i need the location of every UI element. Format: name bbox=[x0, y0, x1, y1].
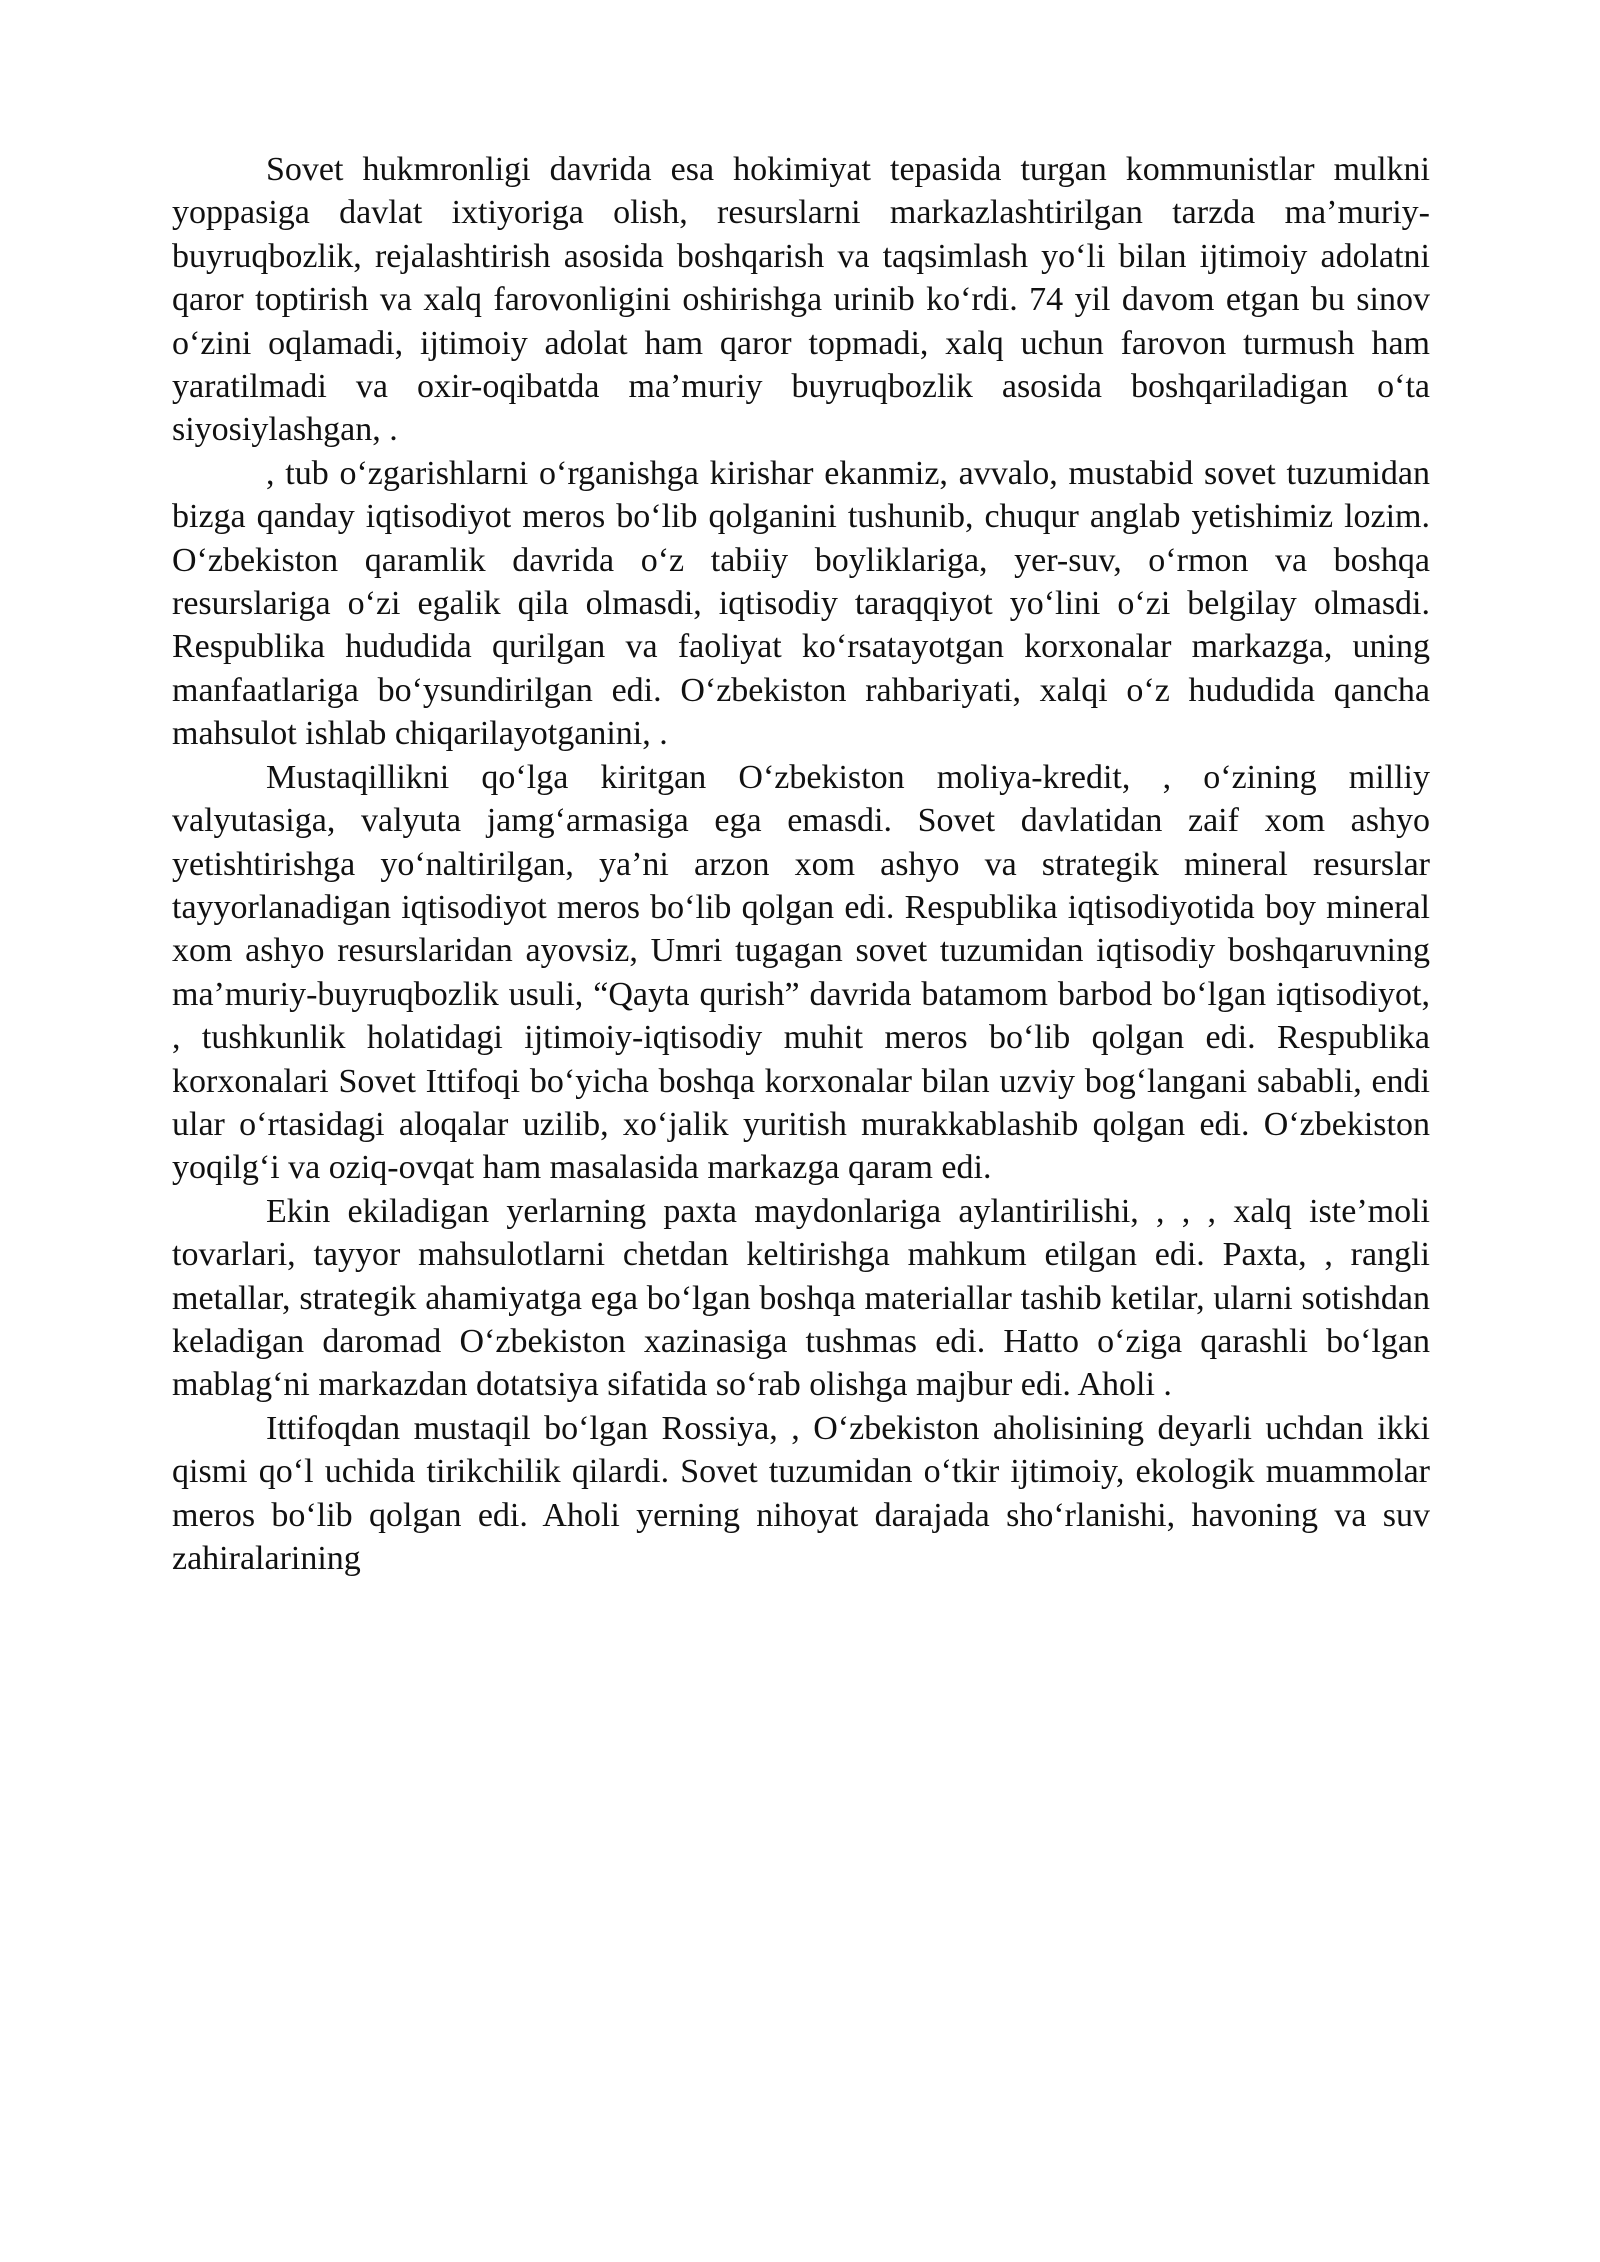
paragraph-4: Ekin ekiladigan yerlarning paxta maydonlariga aylantirilishi, , , , xalq iste’moli tovarlari, tayyor mahsulotlarni chetdan keltirishga mahkum etilgan edi. Paxta, , rangli metallar, strategik ahamiyatga ega bo‘lgan boshqa materiallar tashib ketilar, ularni sotishdan keladigan daromad O‘zbekiston xazinasiga tushmas edi. Hatto o‘ziga qarashli bo‘lgan mablag‘ni markazdan dotatsiya sifatida so‘rab olishga majbur edi. Aholi . bbox=[172, 1192, 1430, 1404]
paragraph-2: , tub o‘zgarishlarni o‘rganishga kirishar ekanmiz, avvalo, mustabid sovet tuzumidan bizga qanday iqtisodiyot meros bo‘lib qolganini tushunib, chuqur anglab yetishimiz lozim. O‘zbekiston qaramlik davrida o‘z tabiiy boyliklariga, yer-suv, o‘rmon va boshqa resurslariga o‘zi egalik qila olmasdi, iqtisodiy taraqqiyot yo‘lini o‘zi belgilay olmasdi. Respublika hududida qurilgan va faoliyat ko‘rsatayotgan korxonalar markazga, uning manfaatlariga bo‘ysundirilgan edi. O‘zbekiston rahbariyati, xalqi o‘z hududida qancha mahsulot ishlab chiqarilayotganini, . bbox=[172, 454, 1430, 753]
paragraph-5: Ittifoqdan mustaqil bo‘lgan Rossiya, , O‘zbekiston aholisining deyarli uchdan ikki qismi qo‘l uchida tirikchilik qilardi. Sovet tuzumidan o‘tkir ijtimoiy, ekologik muammolar meros bo‘lib qolgan edi. Aholi yerning nihoyat darajada sho‘rlanishi, havoning va suv zahiralarining bbox=[172, 1409, 1430, 1577]
document-body bbox=[172, 148, 1430, 1580]
paragraph-3: Mustaqillikni qo‘lga kiritgan O‘zbekiston moliya-kredit, , o‘zining milliy valyutasiga, valyuta jamg‘armasiga ega emasdi. Sovet davlatidan zaif xom ashyo yetishtirishga yo‘naltirilgan, ya’ni arzon xom ashyo va strategik mineral resurslar tayyorlanadigan iqtisodiyot meros bo‘lib qolgan edi. Respublika iqtisodiyotida boy mineral xom ashyo resurslaridan ayovsiz, Umri tugagan sovet tuzumidan iqtisodiy boshqaruvning ma’muriy-buyruqbozlik usuli, “Qayta qurish” davrida batamom barbod bo‘lgan iqtisodiyot, , tushkunlik holatidagi ijtimoiy-iqtisodiy muhit meros bo‘lib qolgan edi. Respublika korxonalari Sovet Ittifoqi bo‘yicha boshqa korxonalar bilan uzviy bog‘langani sababli, endi ular o‘rtasidagi aloqalar uzilib, xo‘jalik yuritish murakkablashib qolgan edi. O‘zbekiston yoqilg‘i va oziq-ovqat ham masalasida markazga qaram edi. bbox=[172, 758, 1430, 1187]
paragraph-1: Sovet hukmronligi davrida esa hokimiyat tepasida turgan kommunistlar mulkni yoppasiga davlat ixtiyoriga olish, resurslarni markazlashtirilgan tarzda ma’muriy-buyruqbozlik, rejalashtirish asosida boshqarish va taqsimlash yo‘li bilan ijtimoiy adolatni qaror toptirish va xalq farovonligini oshirishga urinib ko‘rdi. 74 yil davom etgan bu sinov o‘zini oqlamadi, ijtimoiy adolat ham qaror topmadi, xalq uchun farovon turmush ham yaratilmadi va oxir-oqibatda ma’muriy buyruqbozlik asosida boshqariladigan o‘ta siyosiylashgan, . bbox=[172, 151, 1430, 449]
